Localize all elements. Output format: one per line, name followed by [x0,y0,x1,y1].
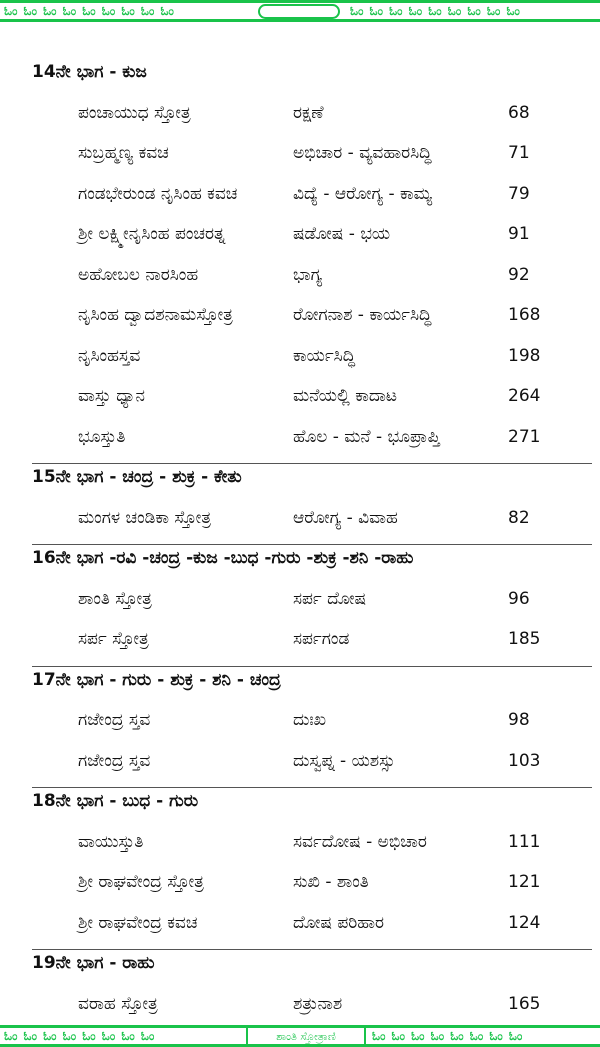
section-divider [32,666,592,667]
page-number: 124 [508,912,541,933]
section-title: 14ನೇ ಭಾಗ - ಕುಜ [32,62,147,82]
page-number: 185 [508,629,541,649]
page-number: 68 [508,102,530,123]
page-number: 271 [508,426,541,447]
bottom-ornament-right: ಓಂ ಓಂ ಓಂ ಓಂ ಓಂ ಓಂ ಓಂ ಓಂ [372,1029,524,1043]
page-number: 98 [508,710,530,730]
stotra-name: ಸುಬ್ರಹ್ಮಣ್ಯ ಕವಚ [78,143,169,163]
section-divider [32,787,592,788]
stotra-purpose: ಶತ್ರುನಾಶ [293,993,343,1014]
stotra-purpose: ದುಸ್ವಪ್ನ - ಯಶಸ್ಸು [293,750,396,771]
page-number: 82 [508,507,530,528]
page-number: 111 [508,831,541,852]
section-divider [32,544,592,545]
stotra-name: ಮಂಗಳ ಚಂಡಿಕಾ ಸ್ತೋತ್ರ [78,507,212,528]
bottom-border [0,1025,600,1047]
stotra-purpose: ಸರ್ಪಗಂಡ [293,629,350,649]
stotra-purpose: ರಕ್ಷಣೆ [293,102,324,123]
stotra-purpose: ಸುಖಿ - ಶಾಂತಿ [293,872,369,892]
stotra-name: ಗಜೇಂದ್ರ ಸ್ತವ [78,750,151,771]
top-ornament-left: ಓಂ ಓಂ ಓಂ ಓಂ ಓಂ ಓಂ ಓಂ ಓಂ ಓಂ [4,4,175,18]
stotra-purpose: ವಿದ್ಯೆ - ಆರೋಗ್ಯ - ಕಾಮ್ಯ [293,183,433,204]
stotra-purpose: ಭಾಗ್ಯ [293,264,323,285]
stotra-purpose: ರೋಗನಾಶ - ಕಾರ್ಯಸಿದ್ಧಿ [293,305,432,325]
section-title: 18ನೇ ಭಾಗ - ಬುಧ - ಗುರು [32,791,199,811]
stotra-name: ನೃಸಿಂಹಸ್ತವ [78,345,141,366]
page-number: 165 [508,993,541,1014]
page-number: 92 [508,264,530,285]
top-oval-ornament [258,4,340,19]
stotra-name: ವಾಸ್ತು ಧ್ಯಾನ [78,386,145,406]
page-number: 198 [508,345,541,366]
page-number: 103 [508,750,541,771]
stotra-name: ಶಾಂತಿ ಸ್ತೋತ್ರ [78,588,152,609]
stotra-purpose: ಹೊಲ - ಮನೆ - ಭೂಪ್ರಾಪ್ತಿ [293,426,440,447]
page-number: 91 [508,224,530,244]
stotra-purpose: ಸರ್ವದೋಷ - ಅಭಿಚಾರ [293,831,427,852]
footer-label: ಶಾಂತಿ ಸ್ತೋತ್ರಾಣಿ [246,1028,366,1045]
section-title: 17ನೇ ಭಾಗ - ಗುರು - ಶುಕ್ರ - ಶನಿ - ಚಂದ್ರ [32,669,281,690]
stotra-purpose: ದುಃಖ [293,710,326,730]
stotra-purpose: ಸರ್ಪ ದೋಷ [293,588,367,609]
stotra-name: ವರಾಹ ಸ್ತೋತ್ರ [78,993,158,1014]
page-number: 71 [508,143,530,163]
stotra-name: ಶ್ರೀ ರಾಘವೇಂದ್ರ ಕವಚ [78,912,198,933]
stotra-purpose: ಆರೋಗ್ಯ - ವಿವಾಹ [293,507,398,528]
stotra-name: ಭೂಸ್ತುತಿ [78,426,126,447]
stotra-purpose: ಅಭಿಚಾರ - ವ್ಯವಹಾರಸಿದ್ಧಿ [293,143,432,163]
page-number: 168 [508,305,541,325]
section-title: 16ನೇ ಭಾಗ -ರವಿ -ಚಂದ್ರ -ಕುಜ -ಬುಧ -ಗುರು -ಶುಕ್ರ -ಶನಿ -ರಾಹು [32,548,414,568]
bottom-ornament-left: ಓಂ ಓಂ ಓಂ ಓಂ ಓಂ ಓಂ ಓಂ ಓಂ [4,1029,156,1043]
page-number: 264 [508,386,541,406]
stotra-name: ವಾಯುಸ್ತುತಿ [78,831,144,852]
top-ornament-right: ಓಂ ಓಂ ಓಂ ಓಂ ಓಂ ಓಂ ಓಂ ಓಂ ಓಂ [350,4,521,18]
stotra-purpose: ಮನೆಯಲ್ಲಿ ಕಾದಾಟ [293,386,397,406]
section-title: 19ನೇ ಭಾಗ - ರಾಹು [32,953,155,973]
top-border [0,0,600,22]
stotra-name: ನೃಸಿಂಹ ದ್ವಾದಶನಾಮಸ್ತೋತ್ರ [78,305,233,325]
stotra-name: ಅಹೋಬಲ ನಾರಸಿಂಹ [78,264,199,285]
stotra-name: ಶ್ರೀ ರಾಘವೇಂದ್ರ ಸ್ತೋತ್ರ [78,872,204,892]
section-divider [32,463,592,464]
page-number: 121 [508,872,541,892]
page-number: 96 [508,588,530,609]
section-divider [32,949,592,950]
stotra-purpose: ಕಾರ್ಯಸಿದ್ಧಿ [293,345,356,366]
stotra-name: ಸರ್ಪ ಸ್ತೋತ್ರ [78,629,149,649]
stotra-name: ಶ್ರೀ ಲಕ್ಷ್ಮೀನೃಸಿಂಹ ಪಂಚರತ್ನ [78,224,226,244]
section-title: 15ನೇ ಭಾಗ - ಚಂದ್ರ - ಶುಕ್ರ - ಕೇತು [32,467,242,487]
stotra-name: ಗಜೇಂದ್ರ ಸ್ತವ [78,710,151,730]
stotra-name: ಗಂಡಭೇರುಂಡ ನೃಸಿಂಹ ಕವಚ [78,183,238,204]
page-number: 79 [508,183,530,204]
stotra-purpose: ದೋಷ ಪರಿಹಾರ [293,912,385,933]
stotra-purpose: ಷಡೋಷ - ಭಯ [293,224,391,244]
stotra-name: ಪಂಚಾಯುಧ ಸ್ತೋತ್ರ [78,102,191,123]
